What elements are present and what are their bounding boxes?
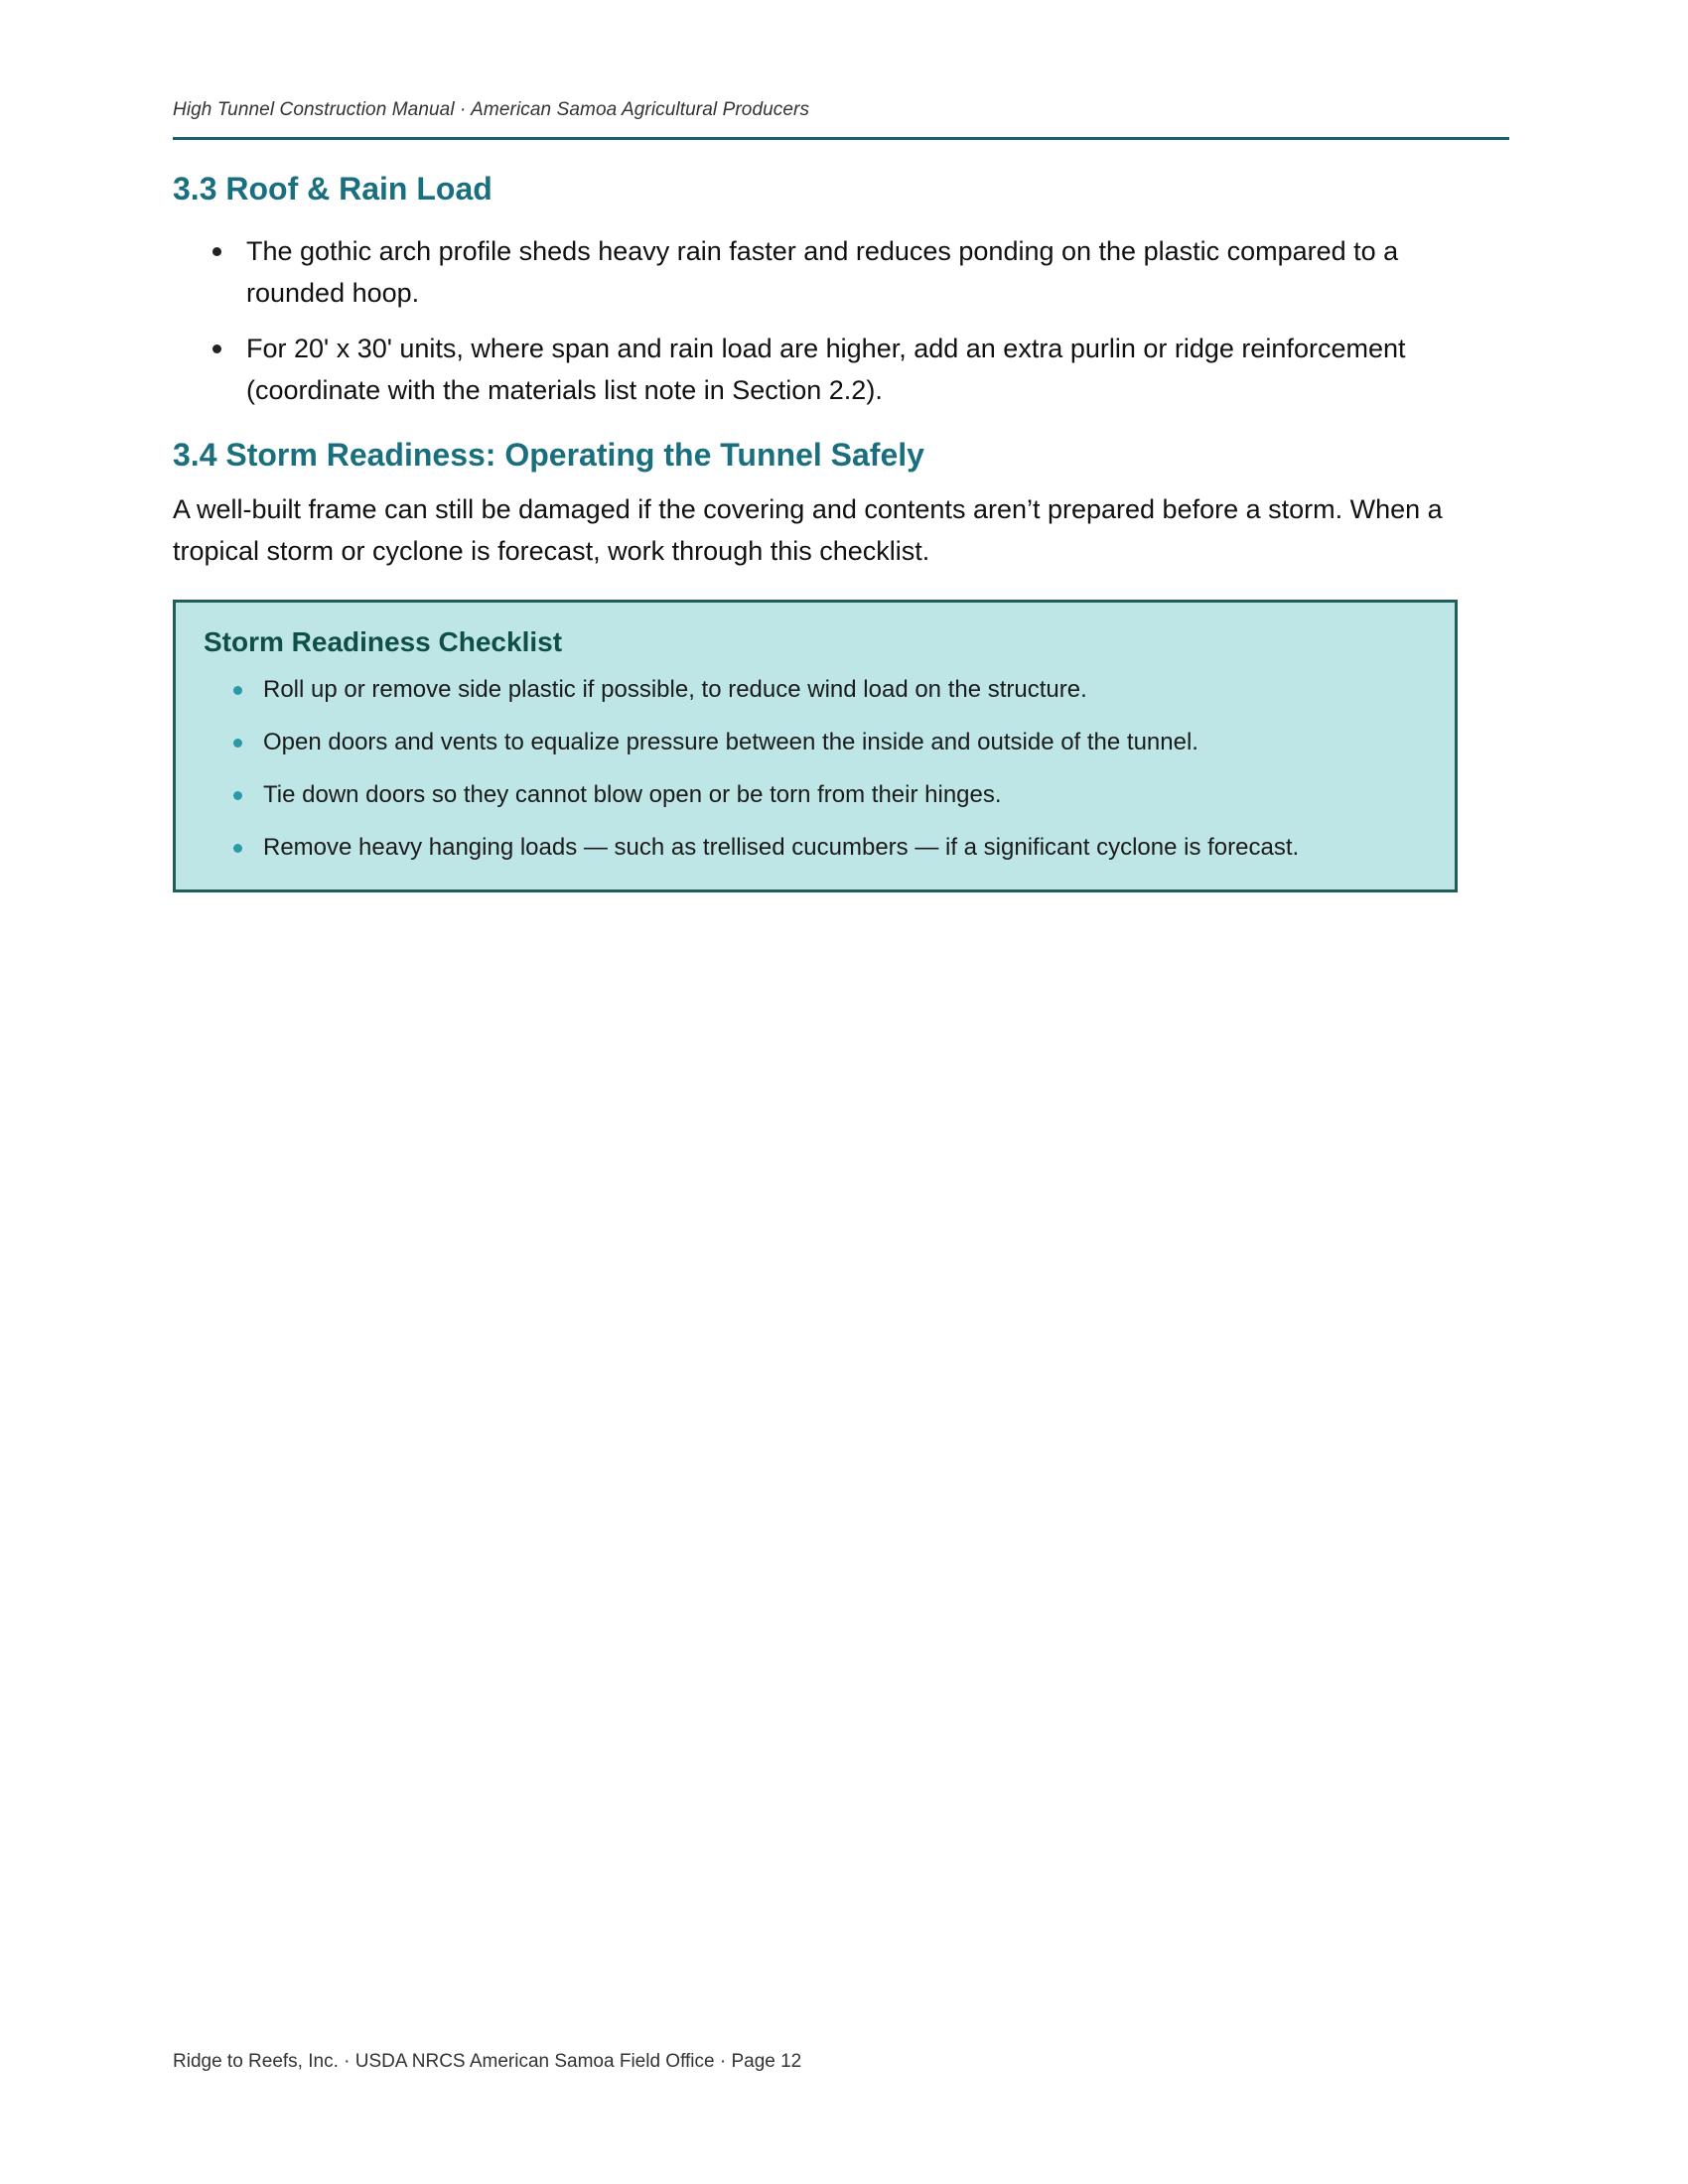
section-roof-rain-load — [173, 169, 1509, 411]
bullet-icon — [233, 686, 242, 695]
bullet-icon — [233, 791, 242, 800]
bullet-icon — [233, 739, 242, 748]
roof-bullet-list — [173, 230, 1509, 411]
section-storm-readiness — [173, 435, 1509, 892]
checklist-item-text: Tie down doors so they cannot blow open or be torn from their hinges. — [263, 781, 1002, 808]
bullet-icon — [233, 844, 242, 853]
intro-paragraph: A well-built frame can still be damaged if the covering and contents aren’t prepared before a storm. When a tropical storm or cyclone is forecast, work through this checklist. — [173, 494, 1443, 566]
list-item-text: For 20' x 30' units, where span and rain load are higher, add an extra purlin or ridge reinforcement (coordinate with the materials list note in Section 2.2). — [246, 334, 1406, 405]
page-header — [173, 97, 1509, 140]
checklist-item — [204, 830, 1427, 866]
checklist-item-text: Open doors and vents to equalize pressure between the inside and outside of the tunnel. — [263, 729, 1198, 755]
list-item-text: The gothic arch profile sheds heavy rain faster and reduces ponding on the plastic compared to a rounded hoop. — [246, 236, 1399, 308]
page-content — [173, 169, 1509, 892]
checklist-title: Storm Readiness Checklist — [204, 626, 563, 657]
page-footer: Ridge to Reefs, Inc. · USDA NRCS American Samoa Field Office · Page 12 — [173, 2051, 802, 2072]
checklist-item — [204, 725, 1427, 760]
checklist-item — [204, 777, 1427, 813]
list-item — [173, 328, 1509, 411]
section-heading-3-3: 3.3 Roof & Rain Load — [173, 171, 492, 206]
checklist-item-text: Remove heavy hanging loads — such as trellised cucumbers — if a significant cyclone is forecast. — [263, 834, 1300, 861]
bullet-icon — [212, 344, 221, 353]
storm-checklist-callout — [173, 600, 1458, 892]
list-item — [173, 230, 1509, 314]
checklist-item — [204, 672, 1427, 708]
bullet-icon — [212, 247, 221, 256]
checklist-item-text: Roll up or remove side plastic if possible, to reduce wind load on the structure. — [263, 676, 1087, 703]
section-heading-3-4: 3.4 Storm Readiness: Operating the Tunnel Safely — [173, 437, 924, 473]
checklist-list — [204, 672, 1427, 866]
running-title: High Tunnel Construction Manual · American Samoa Agricultural Producers — [173, 99, 810, 120]
